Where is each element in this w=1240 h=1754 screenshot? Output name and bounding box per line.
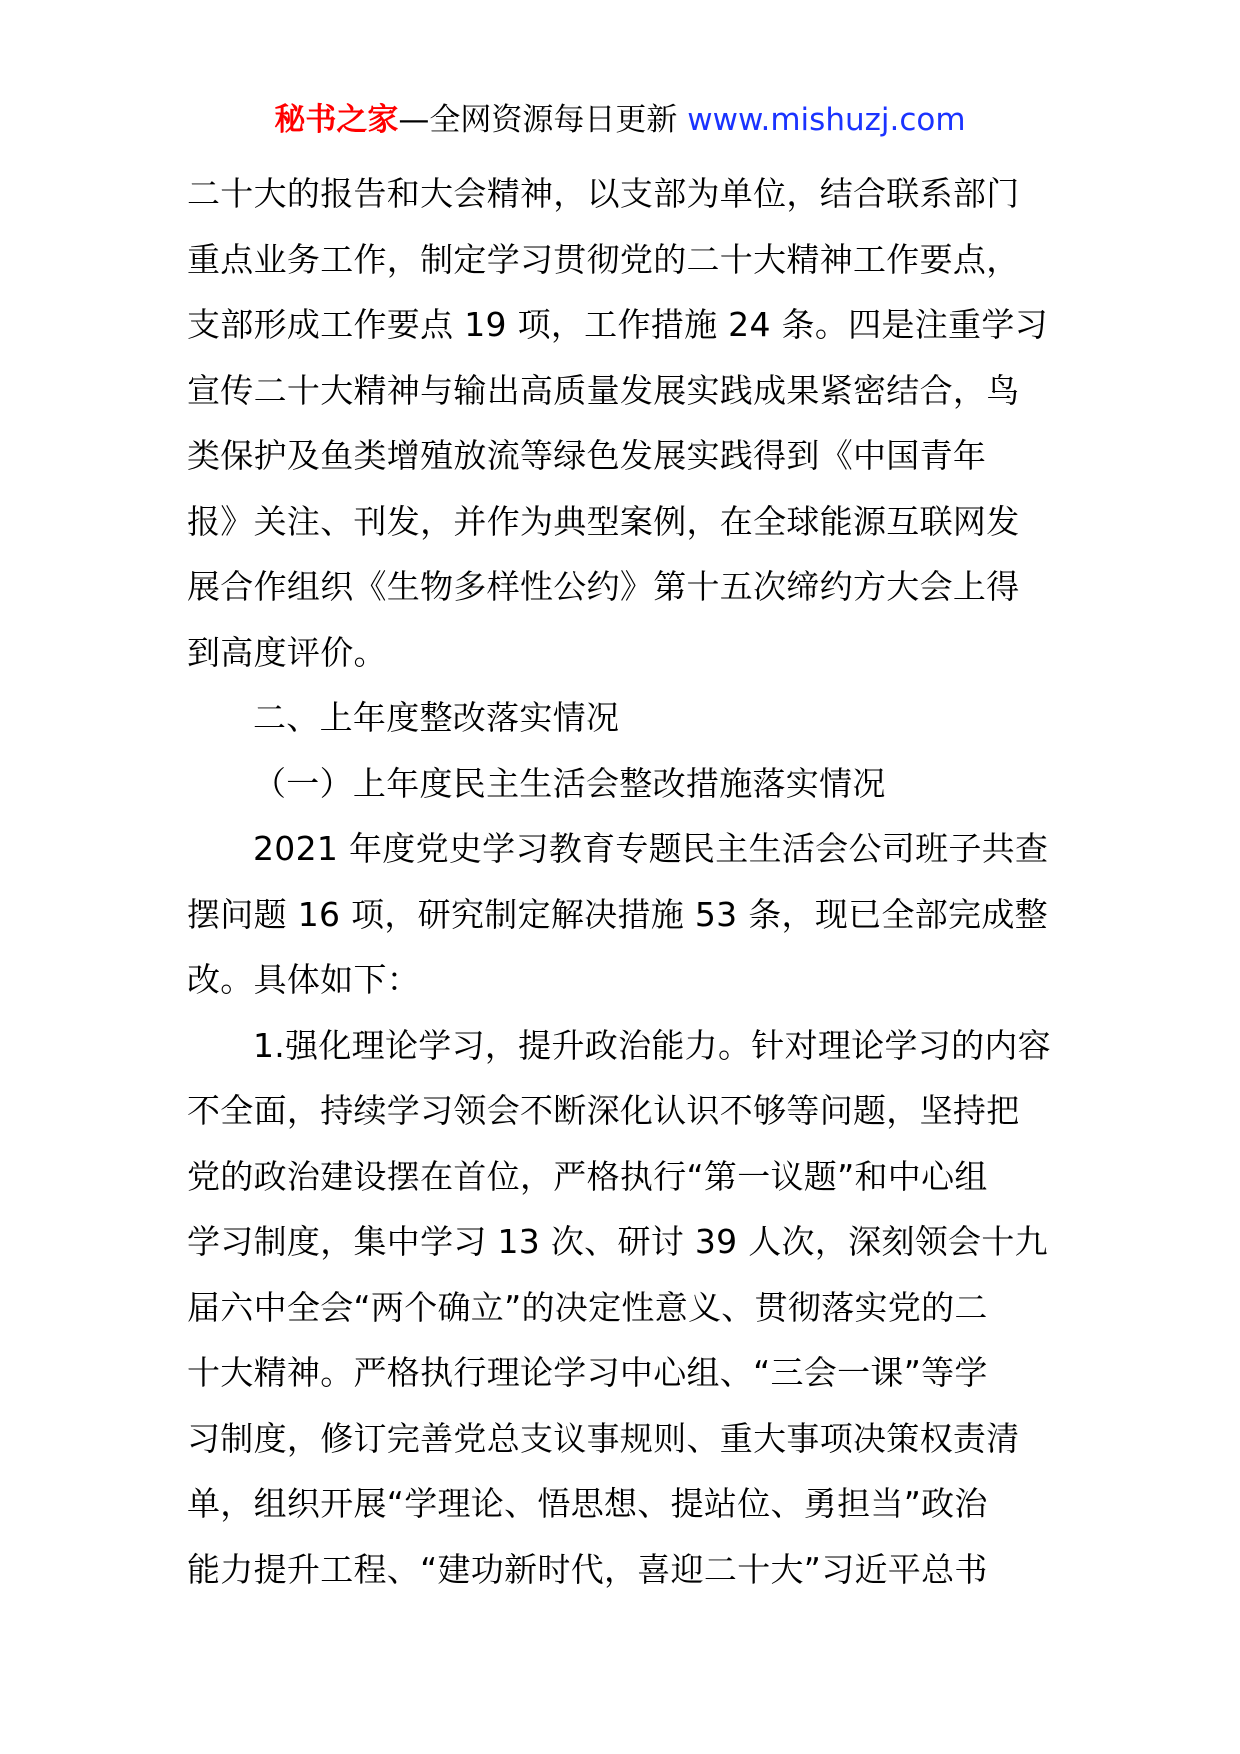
text-line: 届六中全会“两个确立”的决定性意义、贯彻落实党的二 <box>187 1287 988 1327</box>
text-line: 支部形成工作要点 19 项，工作措施 24 条。四是注重学习 <box>187 305 1048 344</box>
text-line: 学习制度，集中学习 13 次、研讨 39 人次，深刻领会十九 <box>187 1222 1048 1261</box>
text-line: （一）上年度民主生活会整改措施落实情况 <box>253 763 886 803</box>
site-url[interactable]: www.mishuzj.com <box>687 102 966 138</box>
brand-tagline: —全网资源每日更新 <box>398 102 678 138</box>
text-line: 报》关注、刊发，并作为典型案例，在全球能源互联网发 <box>187 501 1020 541</box>
text-line: 类保护及鱼类增殖放流等绿色发展实践得到《中国青年 <box>187 436 987 475</box>
text-line: 到高度评价。 <box>187 632 387 672</box>
text-line: 展合作组织《生物多样性公约》第十五次缔约方大会上得 <box>187 567 1020 606</box>
text-line: 2021 年度党史学习教育专题民主生活会公司班子共查 <box>253 829 1049 868</box>
brand-name: 秘书之家 <box>274 102 399 138</box>
text-line: 改。具体如下： <box>187 960 421 999</box>
text-line: 重点业务工作，制定学习贯彻党的二十大精神工作要点， <box>187 239 1020 279</box>
text-line: 习制度，修订完善党总支议事规则、重大事项决策权责清 <box>187 1418 1020 1458</box>
text-line: 摆问题 16 项，研究制定解决措施 53 条，现已全部完成整 <box>187 894 1048 934</box>
text-line: 二、上年度整改落实情况 <box>253 698 620 737</box>
text-line: 不全面，持续学习领会不断深化认识不够等问题，坚持把 <box>187 1091 1020 1130</box>
text-line: 能力提升工程、“建功新时代，喜迎二十大”习近平总书 <box>187 1549 988 1589</box>
text-line: 1.强化理论学习，提升政治能力。针对理论学习的内容 <box>253 1025 1051 1065</box>
text-line: 十大精神。严格执行理论学习中心组、“三会一课”等学 <box>187 1353 988 1392</box>
site-header <box>0 98 1240 142</box>
text-line: 党的政治建设摆在首位，严格执行“第一议题”和中心组 <box>187 1156 988 1196</box>
text-line: 宣传二十大精神与输出高质量发展实践成果紧密结合，鸟 <box>187 370 1020 410</box>
text-line: 二十大的报告和大会精神，以支部为单位，结合联系部门 <box>187 174 1020 213</box>
text-line: 单，组织开展“学理论、悟思想、提站位、勇担当”政治 <box>187 1484 988 1523</box>
document-body <box>187 161 1057 1602</box>
